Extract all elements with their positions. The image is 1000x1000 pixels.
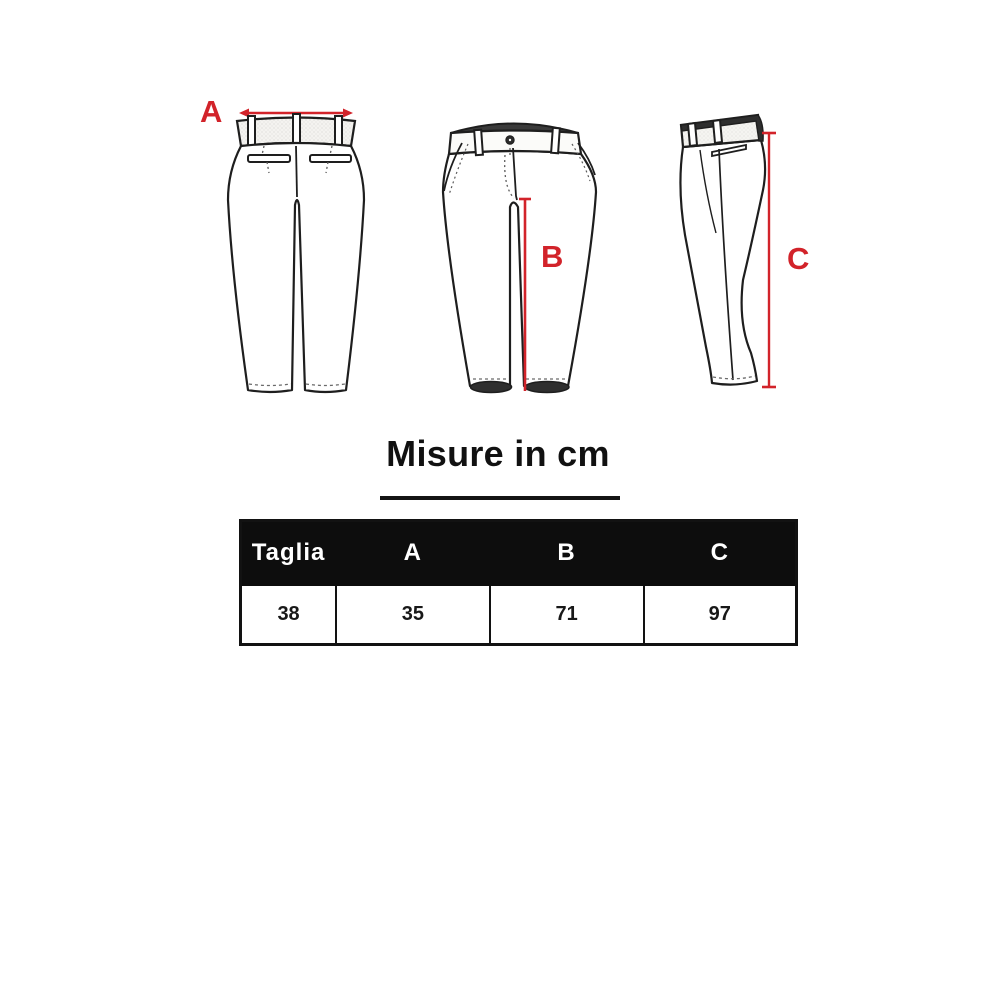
column-header-a: A bbox=[336, 521, 489, 586]
size-table-header-row bbox=[241, 521, 797, 586]
page-title: Misure in cm bbox=[386, 433, 610, 474]
column-header-taglia: Taglia bbox=[241, 521, 337, 586]
size-cell-a: 35 bbox=[336, 585, 489, 645]
pants-front-view-drawing bbox=[435, 95, 605, 405]
size-table-row bbox=[241, 585, 797, 645]
measure-label-c: C bbox=[787, 241, 810, 276]
size-cell-taglia: 38 bbox=[241, 585, 337, 645]
column-header-b: B bbox=[490, 521, 644, 586]
front-waistband bbox=[449, 131, 581, 155]
center-back-seam bbox=[296, 146, 297, 197]
size-cell-c: 97 bbox=[644, 585, 797, 645]
column-header-c: C bbox=[644, 521, 797, 586]
pants-back-view-drawing bbox=[185, 95, 375, 405]
size-table bbox=[239, 519, 798, 646]
measure-label-a: A bbox=[200, 94, 223, 129]
waist-button bbox=[506, 136, 514, 144]
front-hem-openings bbox=[471, 382, 570, 393]
size-cell-b: 71 bbox=[490, 585, 644, 645]
side-body-outline bbox=[680, 140, 765, 385]
title-underline bbox=[380, 496, 620, 500]
measure-label-b: B bbox=[541, 239, 564, 274]
front-body-outline bbox=[443, 151, 596, 386]
